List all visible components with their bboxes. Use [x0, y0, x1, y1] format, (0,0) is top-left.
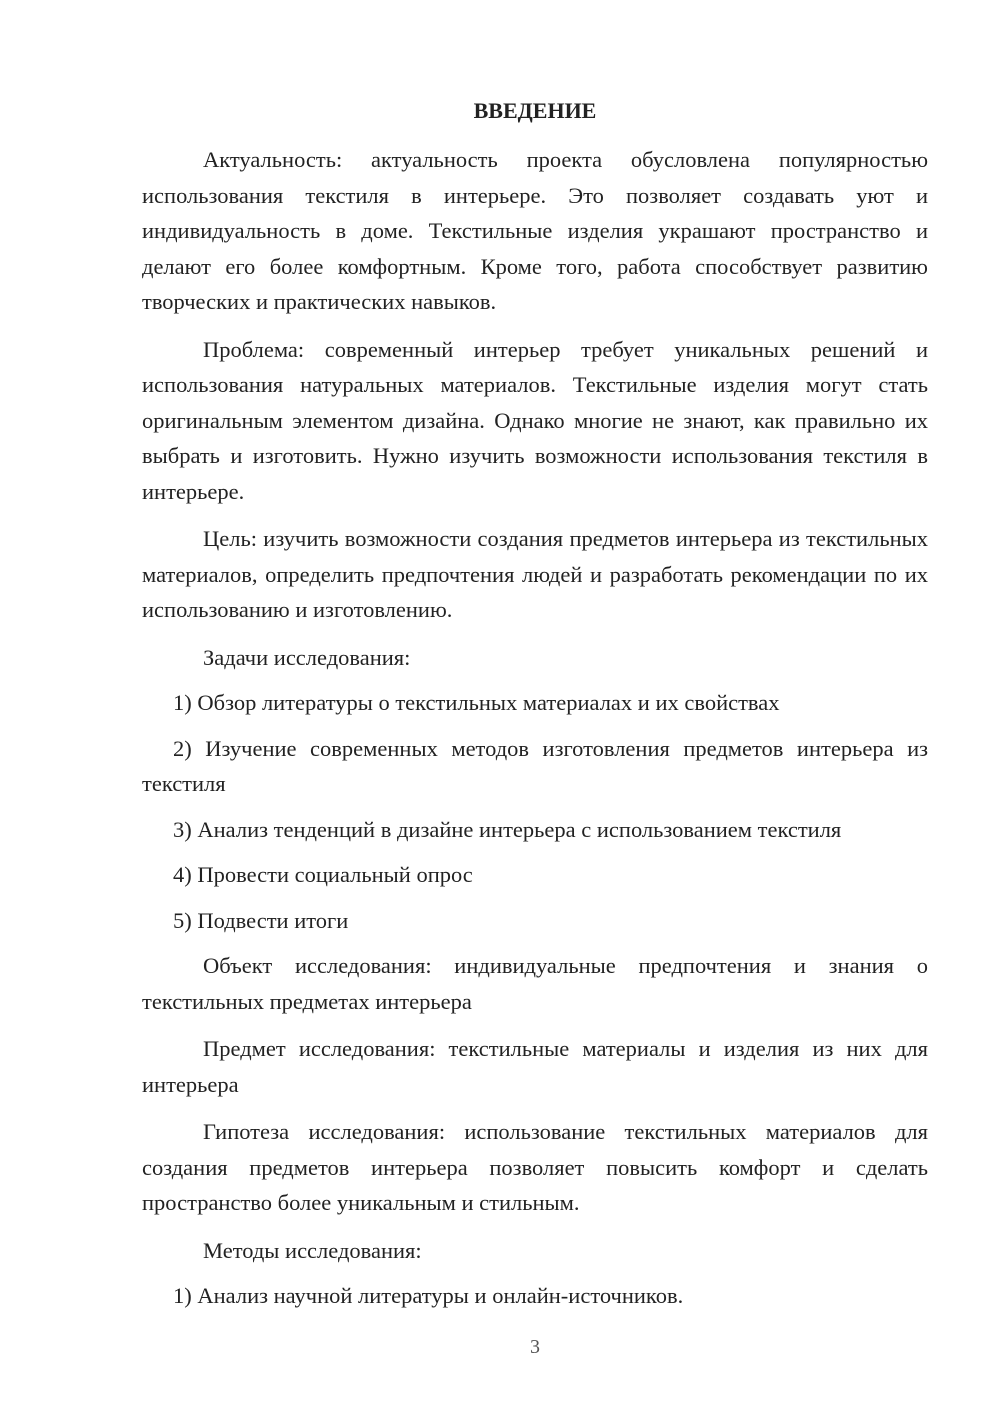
paragraph-tasks-title: Задачи исследования:	[203, 644, 411, 670]
paragraph-problem: Проблема: современный интерьер требует уникальных решений и использования натуральных материалов. Текстильные изделия могут стать оригинальным элементом дизайна. Однако многие не знают, как правильно их выбрать и изготовить. Нужно изучить возможности использования текстиля в интерьере.	[142, 336, 928, 504]
task-item: 3) Анализ тенденций в дизайне интерьера с использованием текстиля	[173, 816, 842, 842]
task-item: 2) Изучение современных методов изготовления предметов интерьера из текстиля	[142, 735, 928, 796]
paragraph-relevance: Актуальность: актуальность проекта обусловлена популярностью использования текстиля в интерьере. Это позволяет создавать уют и индивидуальность в доме. Текстильные изделия украшают пространство и делают его более комфортным. Кроме того, работа способствует развитию творческих и практических навыков.	[142, 147, 928, 314]
paragraph-subject: Предмет исследования: текстильные материалы и изделия из них для интерьера	[142, 1036, 928, 1097]
page-number: 3	[530, 1336, 540, 1358]
paragraph-object: Объект исследования: индивидуальные предпочтения и знания о текстильных предметах интерьера	[142, 953, 928, 1014]
method-item: 1) Анализ научной литературы и онлайн-источников.	[173, 1283, 684, 1308]
section-heading: ВВЕДЕНИЕ	[473, 98, 597, 123]
document-body	[142, 142, 928, 1314]
paragraph-methods-title: Методы исследования:	[203, 1237, 422, 1263]
task-item: 1) Обзор литературы о текстильных материалах и их свойствах	[173, 690, 780, 715]
paragraph-goal: Цель: изучить возможности создания предметов интерьера из текстильных материалов, определить предпочтения людей и разработать рекомендации по их использованию и изготовлению.	[142, 526, 928, 622]
paragraph-hypothesis: Гипотеза исследования: использование текстильных материалов для создания предметов интерьера позволяет повысить комфорт и сделать пространство более уникальным и стильным.	[142, 1119, 928, 1215]
task-item: 5) Подвести итоги	[173, 907, 349, 933]
task-item: 4) Провести социальный опрос	[173, 862, 473, 887]
